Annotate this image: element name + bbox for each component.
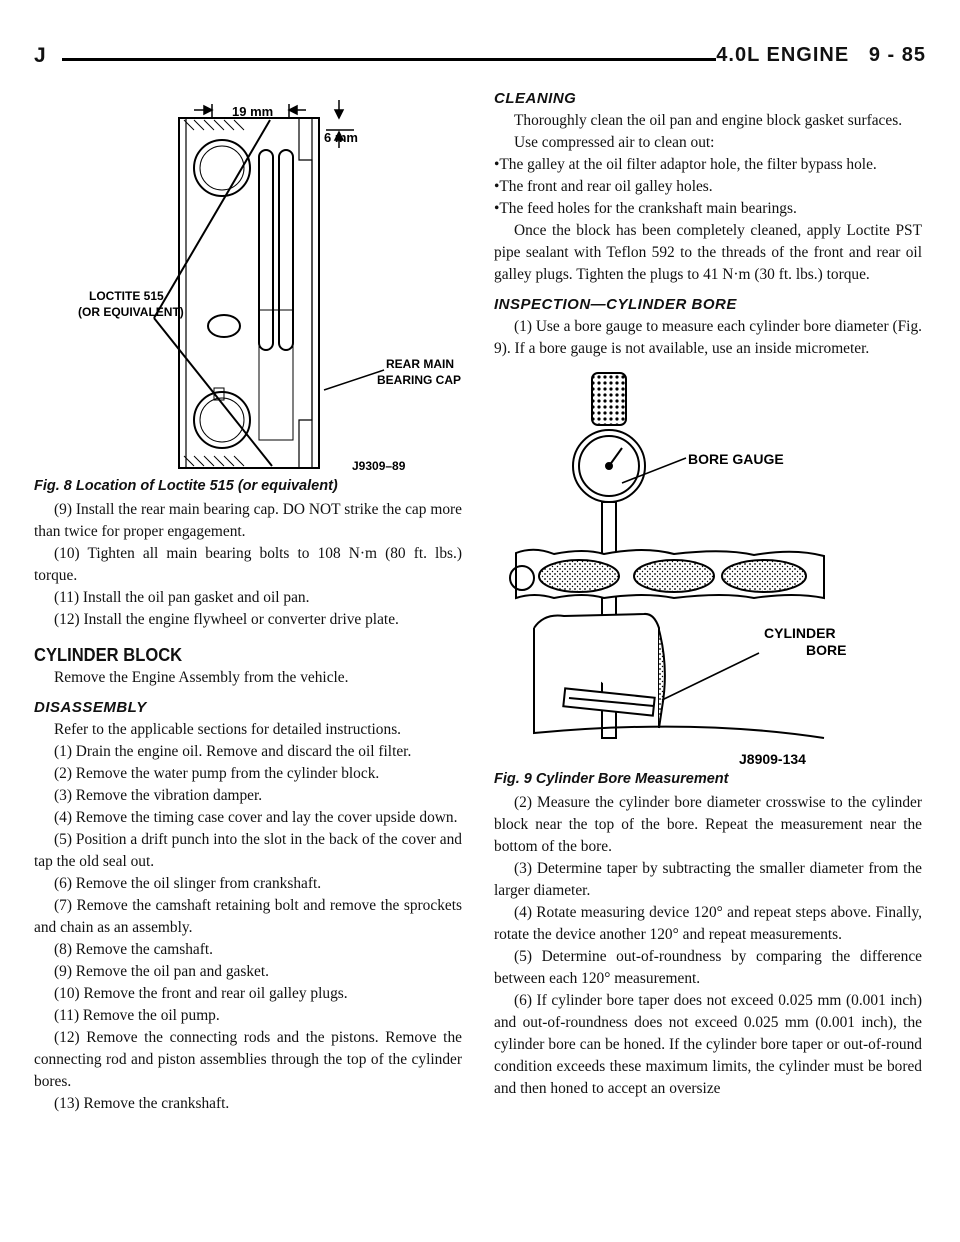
header-title (716, 44, 926, 67)
header-rule (62, 58, 716, 61)
heading-cylinder-block: CYLINDER BLOCK (34, 645, 183, 665)
fig9-bore-gauge-label: BORE GAUGE (688, 451, 784, 467)
cylinder-block-intro: Remove the Engine Assembly from the vehicle. (54, 669, 349, 686)
fig9-illustration (494, 368, 922, 768)
fig9-drawing (494, 368, 922, 768)
disassembly-step-12: (12) Remove the connecting rods and the pistons. Remove the connecting rod and piston assemblies through the top of the cylinder bores. (34, 1029, 462, 1090)
disassembly-step-4: (4) Remove the timing case cover and lay the cover upside down. (54, 809, 458, 826)
fig9-code: J8909-134 (739, 751, 806, 767)
fig8-drawing (34, 90, 462, 475)
disassembly-intro: Refer to the applicable sections for detailed instructions. (54, 721, 402, 738)
disassembly-step-9: (9) Remove the oil pan and gasket. (54, 963, 269, 980)
disassembly-step-8: (8) Remove the camshaft. (54, 941, 213, 958)
disassembly-step-6: (6) Remove the oil slinger from crankshaft. (54, 875, 322, 892)
step-install-oil-pan: (11) Install the oil pan gasket and oil pan. (54, 589, 310, 606)
step-tighten-bolts: (10) Tighten all main bearing bolts to 108 N·m (80 ft. lbs.) torque. (34, 545, 462, 584)
header-section-title: 4.0L ENGINE (716, 44, 850, 66)
disassembly-step-3: (3) Remove the vibration damper. (54, 787, 263, 804)
left-column (34, 90, 462, 1115)
fig8-rear-label-1: REAR MAIN (386, 357, 454, 371)
disassembly-step-5: (5) Position a drift punch into the slot in the back of the cover and tap the old seal out. (34, 831, 462, 870)
fig8-loctite-label-1: LOCTITE 515 (89, 289, 164, 303)
heading-disassembly: DISASSEMBLY (34, 699, 147, 716)
inspection-step-2: (2) Measure the cylinder bore diameter crosswise to the cylinder block near the top of the bore. Repeat the measurement near the bottom of the bore. (494, 794, 922, 855)
right-column (494, 90, 922, 1100)
inspection-step-5: (5) Determine out-of-roundness by comparing the difference between each 120° measurement. (494, 948, 922, 987)
inspection-step-1: (1) Use a bore gauge to measure each cylinder bore diameter (Fig. 9). If a bore gauge is not available, use an inside micrometer. (494, 318, 922, 357)
step-install-flywheel: (12) Install the engine flywheel or converter drive plate. (54, 611, 399, 628)
cleaning-bullet-3: •The feed holes for the crankshaft main bearings. (494, 200, 797, 217)
fig8-illustration (34, 90, 462, 475)
disassembly-step-13: (13) Remove the crankshaft. (54, 1095, 230, 1112)
header-page-number: 9 - 85 (868, 44, 926, 66)
fig8-code: J9309–89 (352, 459, 406, 473)
inspection-step-4: (4) Rotate measuring device 120° and repeat steps above. Finally, rotate the device another 120° and repeat measurements. (494, 904, 922, 943)
fig8-dim-6: 6 mm (324, 130, 358, 145)
fig9-caption: Fig. 9 Cylinder Bore Measurement (494, 771, 729, 787)
page-header (34, 44, 926, 72)
header-letter: J (34, 44, 46, 67)
fig9-cylinder-label-2: BORE (806, 642, 847, 658)
fig8-dim-19: 19 mm (232, 104, 274, 119)
fig8-loctite-label-2: (OR EQUIVALENT) (78, 305, 184, 319)
fig8-rear-label-2: BEARING CAP (377, 373, 462, 387)
fig8-caption: Fig. 8 Location of Loctite 515 (or equivalent) (34, 478, 338, 494)
step-install-cap: (9) Install the rear main bearing cap. DO NOT strike the cap more than twice for proper engagement. (34, 501, 462, 540)
cleaning-para-1: Thoroughly clean the oil pan and engine block gasket surfaces. (514, 112, 903, 129)
inspection-step-3: (3) Determine taper by subtracting the smaller diameter from the larger diameter. (494, 860, 922, 899)
cleaning-bullet-1: •The galley at the oil filter adaptor hole, the filter bypass hole. (494, 156, 877, 173)
disassembly-step-2: (2) Remove the water pump from the cylinder block. (54, 765, 380, 782)
disassembly-step-10: (10) Remove the front and rear oil galley plugs. (54, 985, 348, 1002)
cleaning-para-2: Use compressed air to clean out: (514, 134, 715, 151)
inspection-step-6: (6) If cylinder bore taper does not exceed 0.025 mm (0.001 inch) and out-of-roundness does not exceed 0.025 mm (0.001 inch), the cylinder bore can be honed. If the cylinder bore taper or out-of-round condition exceeds these maximum limits, the cylinder must be bored and then honed to accept an oversize (494, 992, 922, 1097)
disassembly-step-1: (1) Drain the engine oil. Remove and discard the oil filter. (54, 743, 412, 760)
disassembly-step-7: (7) Remove the camshaft retaining bolt and remove the sprockets and chain as an assembly. (34, 897, 462, 936)
cleaning-para-3: Once the block has been completely cleaned, apply Loctite PST pipe sealant with Teflon 592 to the threads of the front and rear oil galley plugs. Tighten the plugs to 41 N·m (30 ft. lbs.) torque. (494, 222, 922, 283)
disassembly-step-11: (11) Remove the oil pump. (54, 1007, 220, 1024)
cleaning-bullet-2: •The front and rear oil galley holes. (494, 178, 713, 195)
fig9-cylinder-label-1: CYLINDER (764, 625, 836, 641)
heading-cleaning: CLEANING (494, 90, 577, 107)
heading-inspection: INSPECTION—CYLINDER BORE (494, 296, 737, 313)
